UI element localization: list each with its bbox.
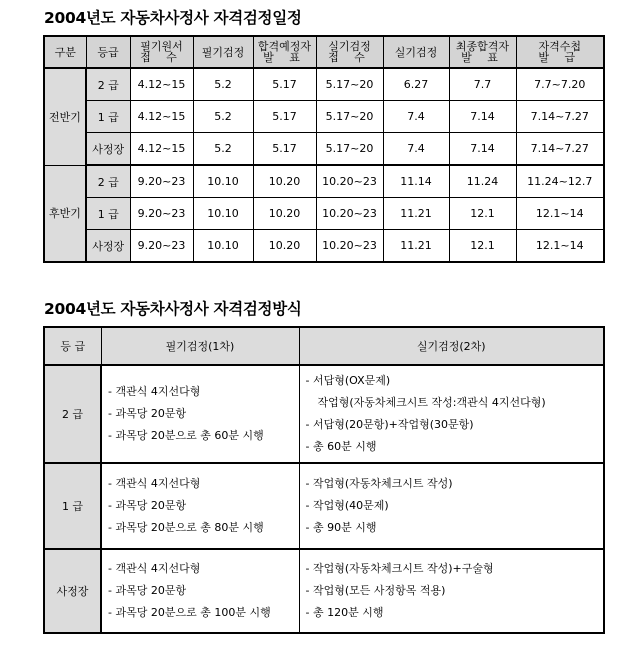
schedule-row — [44, 68, 604, 101]
period-cell: 전반기 — [44, 68, 86, 165]
method-table — [43, 326, 605, 634]
pass-announce-cell: 10.20 — [253, 165, 316, 198]
cert-issue-cell: 12.1~14 — [516, 198, 604, 230]
method-line: - 총 120분 시행 — [305, 606, 384, 619]
written-exam-cell: 10.10 — [193, 230, 253, 263]
method-row — [44, 365, 604, 463]
written-exam-cell: 10.10 — [193, 198, 253, 230]
cert-issue-cell: 7.7~7.20 — [516, 68, 604, 101]
period-cell: 후반기 — [44, 165, 86, 262]
final-announce-cell: 7.7 — [449, 68, 516, 101]
header-practical-apply: 실기검정 접 수 — [316, 36, 383, 68]
schedule-row — [44, 133, 604, 166]
grade-cell: 2 급 — [86, 68, 130, 101]
method-line: - 총 60분 시행 — [305, 440, 377, 453]
method-grade-cell: 2 급 — [44, 365, 101, 463]
cert-issue-cell: 12.1~14 — [516, 230, 604, 263]
practical-exam-cell: 11.14 — [383, 165, 449, 198]
practical-apply-cell: 5.17~20 — [316, 101, 383, 133]
schedule-row — [44, 101, 604, 133]
header-method-practical: 실기검정(2차) — [299, 327, 604, 365]
header-period: 구분 — [44, 36, 86, 68]
written-apply-cell: 9.20~23 — [130, 230, 193, 263]
method-line: - 과목당 20문항 — [108, 499, 187, 512]
practical-apply-cell: 10.20~23 — [316, 165, 383, 198]
practical-apply-cell: 10.20~23 — [316, 230, 383, 263]
header-practical-exam: 실기검정 — [383, 36, 449, 68]
method-line: - 서답형(20문항)+작업형(30문항) — [305, 418, 474, 431]
method-line: - 총 90분 시행 — [305, 521, 377, 534]
method-line: 작업형(자동차체크시트 작성:객관식 4지선다형) — [317, 396, 546, 409]
method-line: - 작업형(자동차체크시트 작성)+구술형 — [305, 562, 494, 575]
practical-exam-cell: 7.4 — [383, 133, 449, 166]
method-line: - 작업형(모든 사정항목 적용) — [305, 584, 446, 597]
header-written-apply: 필기원서 접 수 — [130, 36, 193, 68]
method-line: - 객관식 4지선다형 — [108, 477, 201, 490]
method-line: - 과목당 20분으로 총 60분 시행 — [108, 429, 264, 442]
grade-cell: 1 급 — [86, 101, 130, 133]
method-line: - 객관식 4지선다형 — [108, 562, 201, 575]
practical-exam-cell: 11.21 — [383, 230, 449, 263]
header-written-exam: 필기검정 — [193, 36, 253, 68]
practical-method-cell — [299, 463, 604, 549]
practical-exam-cell: 6.27 — [383, 68, 449, 101]
method-line: - 작업형(자동차체크시트 작성) — [305, 477, 453, 490]
header-pass-announce: 합격예정자 발 표 — [253, 36, 316, 68]
practical-method-cell — [299, 549, 604, 633]
written-method-cell — [101, 549, 299, 633]
written-method-cell — [101, 463, 299, 549]
header-final-announce: 최종합격자 발 표 — [449, 36, 516, 68]
practical-method-cell — [299, 365, 604, 463]
written-apply-cell: 4.12~15 — [130, 68, 193, 101]
practical-apply-cell: 10.20~23 — [316, 198, 383, 230]
final-announce-cell: 7.14 — [449, 101, 516, 133]
method-line: - 과목당 20문항 — [108, 407, 187, 420]
cert-issue-cell: 11.24~12.7 — [516, 165, 604, 198]
final-announce-cell: 12.1 — [449, 198, 516, 230]
header-method-written: 필기검정(1차) — [101, 327, 299, 365]
schedule-row — [44, 198, 604, 230]
grade-cell: 사정장 — [86, 230, 130, 263]
grade-cell: 1 급 — [86, 198, 130, 230]
written-exam-cell: 10.10 — [193, 165, 253, 198]
schedule-row — [44, 165, 604, 198]
final-announce-cell: 11.24 — [449, 165, 516, 198]
header-grade: 등급 — [86, 36, 130, 68]
written-apply-cell: 4.12~15 — [130, 133, 193, 166]
practical-apply-cell: 5.17~20 — [316, 68, 383, 101]
grade-cell: 2 급 — [86, 165, 130, 198]
method-line: - 객관식 4지선다형 — [108, 385, 201, 398]
final-announce-cell: 7.14 — [449, 133, 516, 166]
pass-announce-cell: 10.20 — [253, 198, 316, 230]
pass-announce-cell: 5.17 — [253, 101, 316, 133]
method-header-row — [44, 327, 604, 365]
method-line: - 서답형(OX문제) — [305, 374, 391, 387]
method-line: - 과목당 20분으로 총 100분 시행 — [108, 606, 271, 619]
written-apply-cell: 9.20~23 — [130, 198, 193, 230]
written-exam-cell: 5.2 — [193, 133, 253, 166]
pass-announce-cell: 5.17 — [253, 133, 316, 166]
method-line: - 과목당 20문항 — [108, 584, 187, 597]
header-method-grade: 등 급 — [44, 327, 101, 365]
final-announce-cell: 12.1 — [449, 230, 516, 263]
method-grade-cell: 1 급 — [44, 463, 101, 549]
method-line: - 과목당 20분으로 총 80분 시행 — [108, 521, 264, 534]
pass-announce-cell: 10.20 — [253, 230, 316, 263]
written-method-cell — [101, 365, 299, 463]
schedule-table — [43, 35, 605, 263]
written-apply-cell: 9.20~23 — [130, 165, 193, 198]
schedule-header-row — [44, 36, 604, 68]
written-apply-cell: 4.12~15 — [130, 101, 193, 133]
written-exam-cell: 5.2 — [193, 101, 253, 133]
method-grade-cell: 사정장 — [44, 549, 101, 633]
method-title: 2004년도 자동차사정사 자격검정방식 — [44, 300, 302, 318]
practical-exam-cell: 7.4 — [383, 101, 449, 133]
pass-announce-cell: 5.17 — [253, 68, 316, 101]
schedule-title: 2004년도 자동차사정사 자격검정일정 — [44, 9, 302, 27]
method-row — [44, 463, 604, 549]
method-line: - 작업형(40문제) — [305, 499, 389, 512]
cert-issue-cell: 7.14~7.27 — [516, 101, 604, 133]
header-cert-issue: 자격수첩 발 급 — [516, 36, 604, 68]
cert-issue-cell: 7.14~7.27 — [516, 133, 604, 166]
written-exam-cell: 5.2 — [193, 68, 253, 101]
practical-exam-cell: 11.21 — [383, 198, 449, 230]
schedule-row — [44, 230, 604, 263]
practical-apply-cell: 5.17~20 — [316, 133, 383, 166]
grade-cell: 사정장 — [86, 133, 130, 166]
method-row — [44, 549, 604, 633]
